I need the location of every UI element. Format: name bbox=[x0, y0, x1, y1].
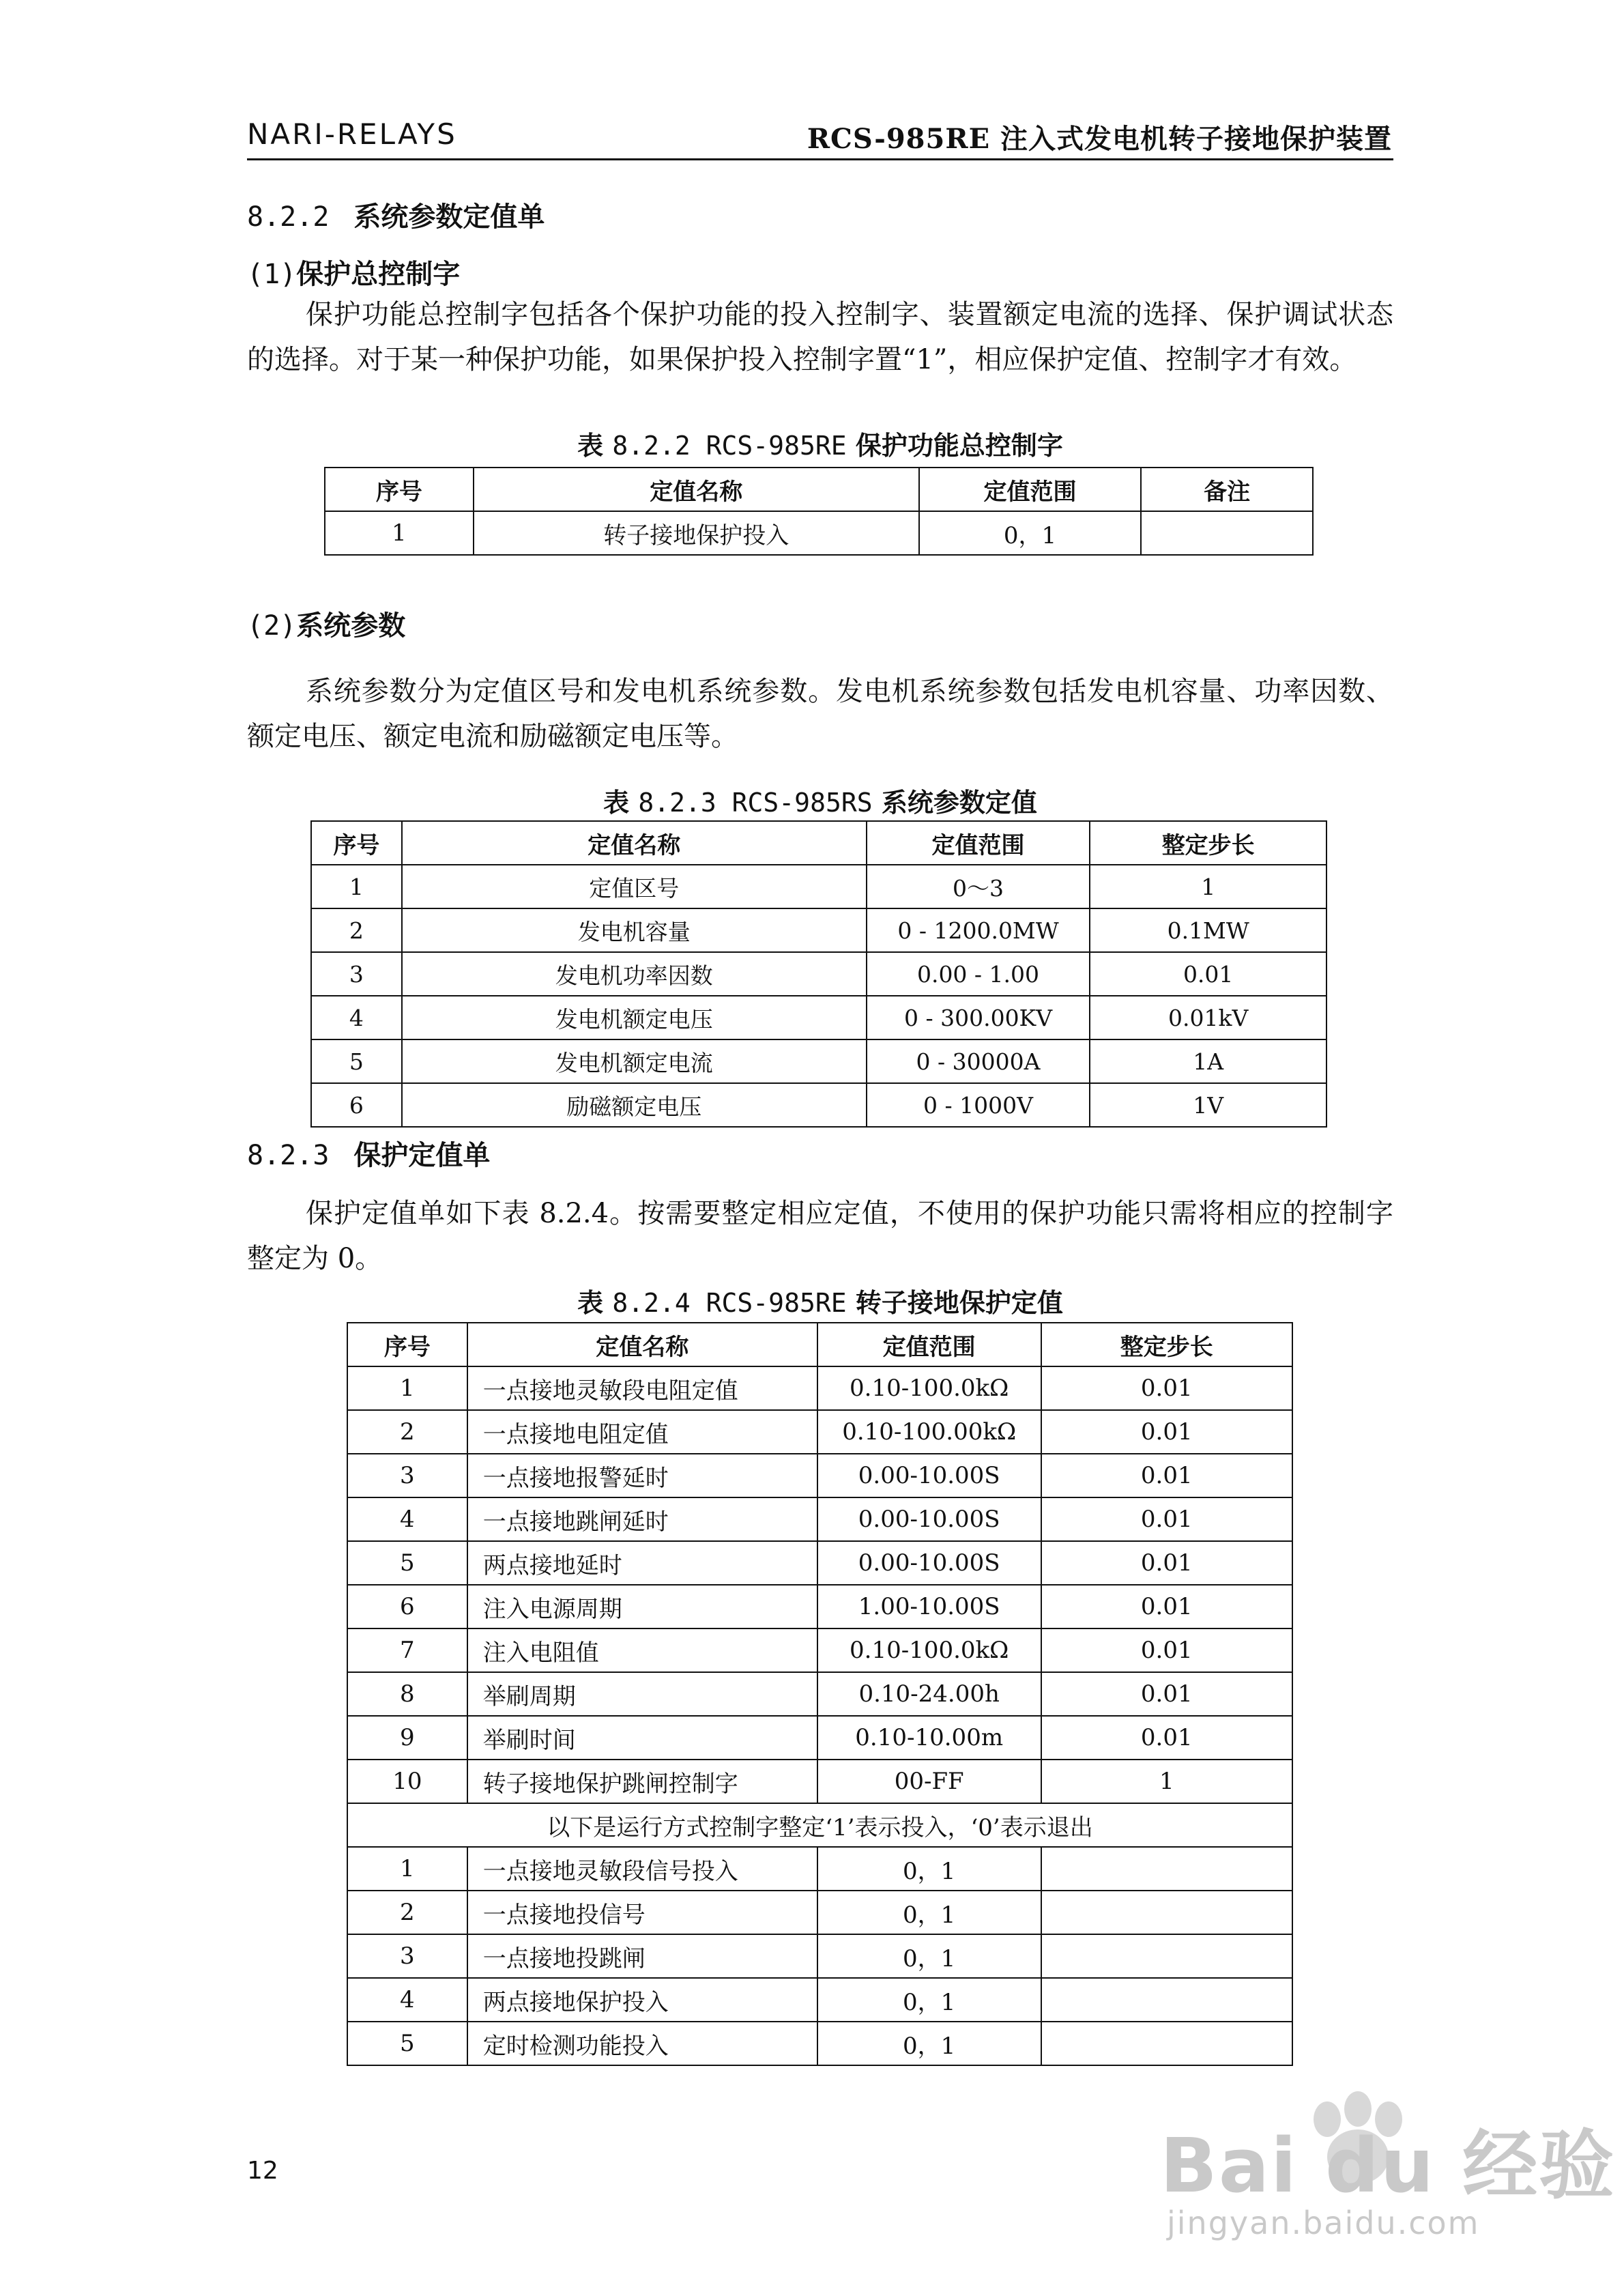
section-number: 8.2.3 bbox=[247, 1140, 330, 1171]
table-cell: 1V bbox=[1090, 1083, 1326, 1127]
table-cell bbox=[1041, 1978, 1292, 2022]
table-cell bbox=[1141, 511, 1313, 555]
table-cell: 定时检测功能投入 bbox=[467, 2022, 817, 2065]
table-row bbox=[347, 1410, 1292, 1454]
table-cell: 0，1 bbox=[817, 2022, 1041, 2065]
caption-prefix: 表 bbox=[603, 788, 630, 818]
table-cell: 0.01 bbox=[1041, 1541, 1292, 1585]
table-cell: 1.00-10.00S bbox=[817, 1585, 1041, 1628]
table-cell: 一点接地跳闸延时 bbox=[467, 1497, 817, 1541]
column-header: 序号 bbox=[325, 468, 474, 511]
table-row bbox=[347, 1541, 1292, 1585]
table-caption-824 bbox=[247, 1282, 1393, 1319]
caption-prefix: 表 bbox=[577, 1288, 604, 1318]
table-cell: 6 bbox=[347, 1585, 467, 1628]
table-cell: 举刷周期 bbox=[467, 1672, 817, 1716]
table-cell bbox=[1041, 1847, 1292, 1891]
table-cell bbox=[1041, 1891, 1292, 1934]
table-cell: 0.00 - 1.00 bbox=[867, 952, 1090, 996]
table-cell: 5 bbox=[347, 1541, 467, 1585]
table-cell: 0 - 1200.0MW bbox=[867, 908, 1090, 952]
table-system-params bbox=[310, 820, 1327, 1128]
table-cell: 0，1 bbox=[817, 1891, 1041, 1934]
table-cell: 0.01 bbox=[1041, 1585, 1292, 1628]
table-row bbox=[347, 1978, 1292, 2022]
caption-prefix: 表 bbox=[577, 431, 604, 461]
table-cell: 0.01 bbox=[1041, 1716, 1292, 1760]
caption-number: 8.2.4 RCS-985RE bbox=[612, 1288, 847, 1318]
column-header: 定值名称 bbox=[402, 821, 867, 865]
column-header: 定值范围 bbox=[867, 821, 1090, 865]
subheading-index: (1) bbox=[247, 259, 297, 290]
table-cell: 0.00-10.00S bbox=[817, 1454, 1041, 1497]
column-header: 序号 bbox=[347, 1323, 467, 1366]
table-cell: 两点接地保护投入 bbox=[467, 1978, 817, 2022]
table-cell: 0 - 300.00KV bbox=[867, 996, 1090, 1039]
header-rule bbox=[247, 158, 1393, 160]
table-row bbox=[347, 1716, 1292, 1760]
table-cell bbox=[1041, 2022, 1292, 2065]
table-cell: 4 bbox=[347, 1497, 467, 1541]
table-protection-settings bbox=[347, 1322, 1293, 2066]
table-cell: 注入电源周期 bbox=[467, 1585, 817, 1628]
subheading-title: 系统参数 bbox=[296, 610, 406, 642]
table-header-row bbox=[347, 1323, 1292, 1366]
table-cell: 0 - 30000A bbox=[867, 1039, 1090, 1083]
caption-title: 系统参数定值 bbox=[881, 788, 1037, 818]
table-row bbox=[347, 1760, 1292, 1803]
table-row bbox=[311, 865, 1326, 908]
paragraph-control-word: 保护功能总控制字包括各个保护功能的投入控制字、装置额定电流的选择、保护调试状态的选择。对于某一种保护功能，如果保护投入控制字置“1”，相应保护定值、控制字才有效。 bbox=[247, 299, 1393, 375]
table-cell: 7 bbox=[347, 1628, 467, 1672]
table-cell: 发电机额定电压 bbox=[402, 996, 867, 1039]
table-cell: 2 bbox=[311, 908, 402, 952]
table-cell: 转子接地保护投入 bbox=[474, 511, 919, 555]
table-row bbox=[347, 1672, 1292, 1716]
table-cell: 1 bbox=[311, 865, 402, 908]
table-caption-823 bbox=[247, 781, 1393, 819]
table-cell: 8 bbox=[347, 1672, 467, 1716]
table-cell: 0.1MW bbox=[1090, 908, 1326, 952]
table-cell: 0.01 bbox=[1041, 1497, 1292, 1541]
table-row bbox=[347, 1891, 1292, 1934]
table-row bbox=[347, 1847, 1292, 1891]
column-header: 定值名称 bbox=[474, 468, 919, 511]
subheading-control-word bbox=[247, 252, 460, 297]
section-heading-822 bbox=[247, 195, 545, 240]
table-cell: 2 bbox=[347, 1891, 467, 1934]
table-cell: 3 bbox=[347, 1934, 467, 1978]
watermark-url: jingyan.baidu.com bbox=[1167, 2205, 1480, 2241]
column-header: 整定步长 bbox=[1041, 1323, 1292, 1366]
subheading-system-params bbox=[247, 603, 405, 648]
table-cell: 0.01 bbox=[1041, 1454, 1292, 1497]
table-cell: 0，1 bbox=[817, 1934, 1041, 1978]
caption-title: 转子接地保护定值 bbox=[855, 1288, 1063, 1318]
table-cell: 0.01 bbox=[1041, 1628, 1292, 1672]
table-cell: 0.10-100.0kΩ bbox=[817, 1366, 1041, 1410]
caption-title: 保护功能总控制字 bbox=[855, 431, 1063, 461]
table-cell: 0.01 bbox=[1041, 1366, 1292, 1410]
table-cell: 00-FF bbox=[817, 1760, 1041, 1803]
table-row bbox=[311, 952, 1326, 996]
table-cell: 0.00-10.00S bbox=[817, 1497, 1041, 1541]
watermark-brand: Bai du 经验 bbox=[1160, 2122, 1616, 2209]
table-cell: 0.10-24.00h bbox=[817, 1672, 1041, 1716]
table-cell: 一点接地投信号 bbox=[467, 1891, 817, 1934]
table-cell: 定值区号 bbox=[402, 865, 867, 908]
table-cell: 一点接地灵敏段信号投入 bbox=[467, 1847, 817, 1891]
table-cell: 一点接地投跳闸 bbox=[467, 1934, 817, 1978]
table-row bbox=[311, 996, 1326, 1039]
table-cell: 5 bbox=[347, 2022, 467, 2065]
table-cell: 10 bbox=[347, 1760, 467, 1803]
table-row bbox=[347, 1934, 1292, 1978]
caption-number: 8.2.3 RCS-985RS bbox=[638, 788, 873, 818]
table-cell: 1 bbox=[347, 1847, 467, 1891]
table-cell: 0，1 bbox=[817, 1978, 1041, 2022]
table-cell: 0.01 bbox=[1090, 952, 1326, 996]
section-heading-823 bbox=[247, 1133, 490, 1178]
section-title: 系统参数定值单 bbox=[353, 201, 545, 233]
header-product-title: RCS-985RE 注入式发电机转子接地保护装置 bbox=[807, 123, 1392, 155]
table-row bbox=[347, 1628, 1292, 1672]
table-span-note: 以下是运行方式控制字整定‘1’表示投入，‘0’表示退出 bbox=[347, 1803, 1292, 1847]
table-row bbox=[311, 1039, 1326, 1083]
table-cell: 0.10-10.00m bbox=[817, 1716, 1041, 1760]
table-control-word bbox=[324, 467, 1314, 556]
table-cell: 1 bbox=[1041, 1760, 1292, 1803]
table-row bbox=[311, 908, 1326, 952]
table-cell: 0.00-10.00S bbox=[817, 1541, 1041, 1585]
table-row bbox=[347, 1497, 1292, 1541]
section-title: 保护定值单 bbox=[353, 1140, 491, 1171]
paragraph-system-params: 系统参数分为定值区号和发电机系统参数。发电机系统参数包括发电机容量、功率因数、额定电压、额定电流和励磁额定电压等。 bbox=[247, 676, 1393, 752]
table-span-row bbox=[347, 1803, 1292, 1847]
table-cell: 4 bbox=[311, 996, 402, 1039]
column-header: 定值范围 bbox=[919, 468, 1142, 511]
table-row bbox=[311, 1083, 1326, 1127]
table-cell: 3 bbox=[311, 952, 402, 996]
table-cell: 0.01kV bbox=[1090, 996, 1326, 1039]
table-cell: 两点接地延时 bbox=[467, 1541, 817, 1585]
table-cell: 9 bbox=[347, 1716, 467, 1760]
table-cell: 励磁额定电压 bbox=[402, 1083, 867, 1127]
table-row bbox=[347, 2022, 1292, 2065]
table-cell: 4 bbox=[347, 1978, 467, 2022]
table-cell: 0 - 1000V bbox=[867, 1083, 1090, 1127]
table-row bbox=[347, 1454, 1292, 1497]
column-header: 备注 bbox=[1141, 468, 1313, 511]
table-cell: 5 bbox=[311, 1039, 402, 1083]
table-cell: 0.10-100.00kΩ bbox=[817, 1410, 1041, 1454]
table-cell: 1 bbox=[347, 1366, 467, 1410]
column-header: 序号 bbox=[311, 821, 402, 865]
table-cell: 发电机额定电流 bbox=[402, 1039, 867, 1083]
table-header-row bbox=[311, 821, 1326, 865]
table-cell: 举刷时间 bbox=[467, 1716, 817, 1760]
caption-number: 8.2.2 RCS-985RE bbox=[612, 431, 847, 461]
table-cell: 转子接地保护跳闸控制字 bbox=[467, 1760, 817, 1803]
table-cell: 1 bbox=[325, 511, 474, 555]
table-header-row bbox=[325, 468, 1313, 511]
table-cell: 6 bbox=[311, 1083, 402, 1127]
table-cell: 一点接地报警延时 bbox=[467, 1454, 817, 1497]
column-header: 整定步长 bbox=[1090, 821, 1326, 865]
table-cell: 2 bbox=[347, 1410, 467, 1454]
table-cell: 0.10-100.0kΩ bbox=[817, 1628, 1041, 1672]
table-cell: 1 bbox=[1090, 865, 1326, 908]
table-cell: 0.01 bbox=[1041, 1410, 1292, 1454]
table-row bbox=[325, 511, 1313, 555]
table-caption-822 bbox=[247, 425, 1393, 462]
table-cell bbox=[1041, 1934, 1292, 1978]
section-number: 8.2.2 bbox=[247, 201, 330, 233]
subheading-index: (2) bbox=[247, 610, 297, 642]
table-cell: 0.01 bbox=[1041, 1672, 1292, 1716]
table-cell: 注入电阻值 bbox=[467, 1628, 817, 1672]
column-header: 定值范围 bbox=[817, 1323, 1041, 1366]
table-cell: 一点接地电阻定值 bbox=[467, 1410, 817, 1454]
table-cell: 一点接地灵敏段电阻定值 bbox=[467, 1366, 817, 1410]
table-cell: 0～3 bbox=[867, 865, 1090, 908]
table-row bbox=[347, 1585, 1292, 1628]
column-header: 定值名称 bbox=[467, 1323, 817, 1366]
table-cell: 3 bbox=[347, 1454, 467, 1497]
table-cell: 发电机容量 bbox=[402, 908, 867, 952]
paragraph-protection-settings: 保护定值单如下表 8.2.4。按需要整定相应定值，不使用的保护功能只需将相应的控制字整定为 0。 bbox=[247, 1198, 1393, 1274]
page-number: 12 bbox=[247, 2157, 278, 2185]
subheading-title: 保护总控制字 bbox=[296, 259, 461, 290]
table-row bbox=[347, 1366, 1292, 1410]
table-cell: 发电机功率因数 bbox=[402, 952, 867, 996]
header-company: NARI-RELAYS bbox=[247, 117, 457, 151]
table-cell: 1A bbox=[1090, 1039, 1326, 1083]
table-cell: 0，1 bbox=[817, 1847, 1041, 1891]
table-cell: 0，1 bbox=[919, 511, 1142, 555]
